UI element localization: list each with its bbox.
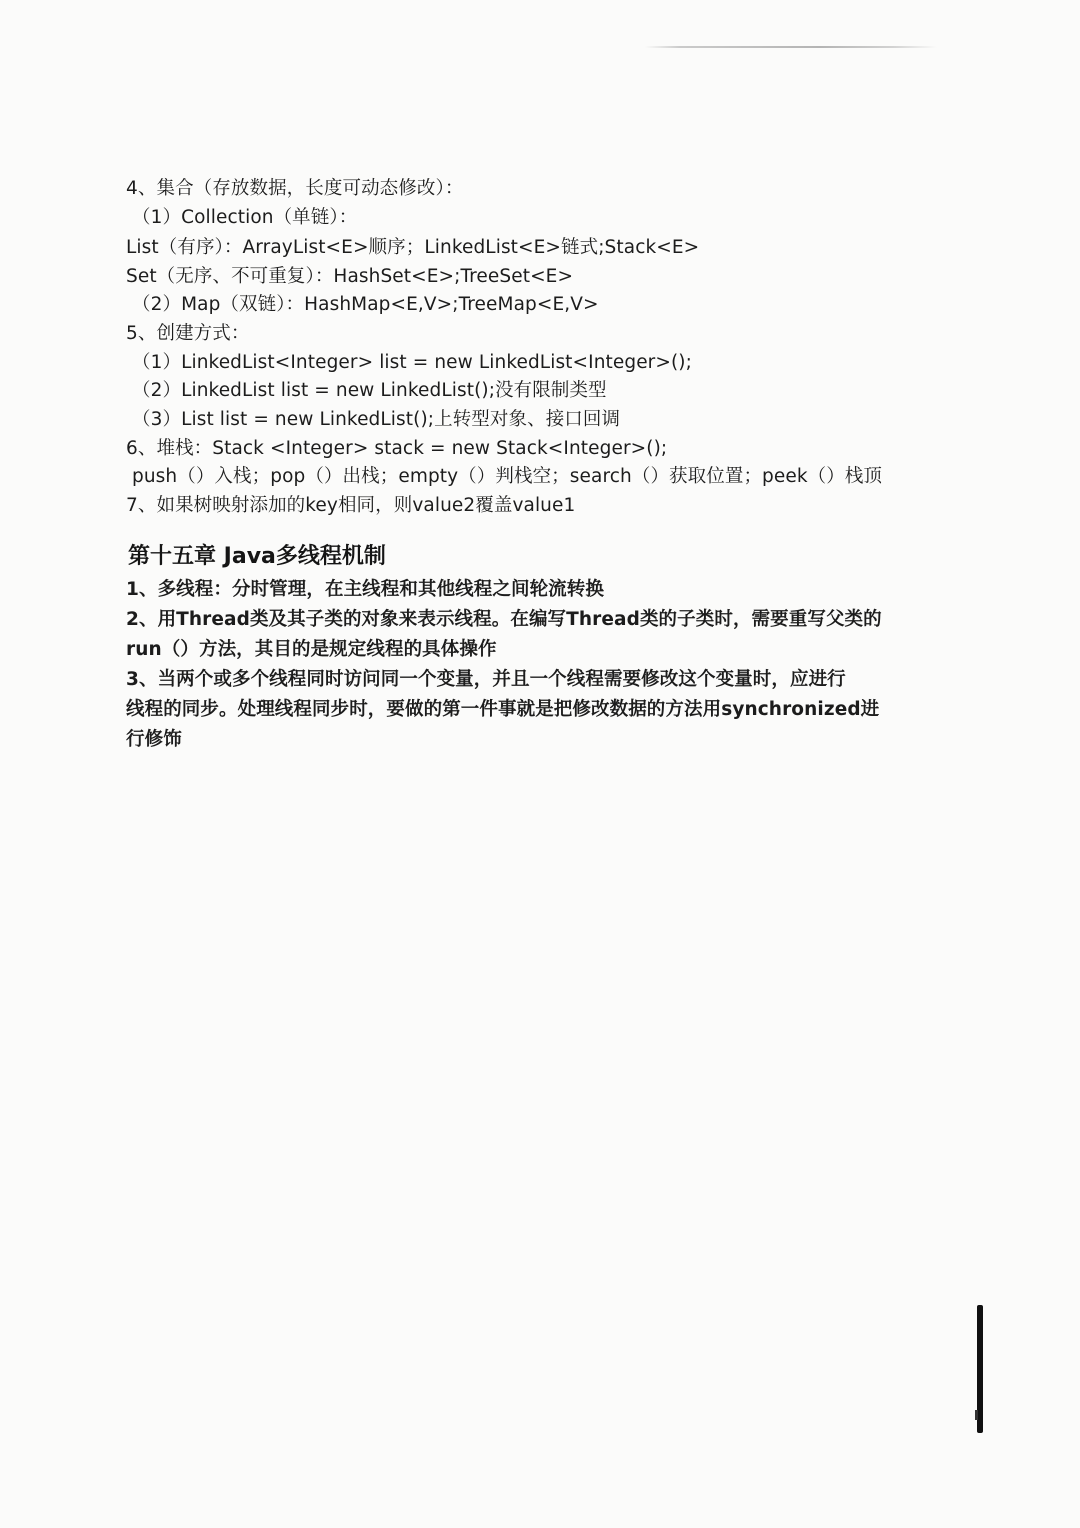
chapter15-paragraph3-line2: 线程的同步。处理线程同步时，要做的第一件事就是把修改数据的方法用synchronized进 bbox=[126, 699, 880, 720]
section5-title: 5、创建方式： bbox=[126, 323, 250, 344]
section5-item3: （3）List list = new LinkedList();上转型对象、接口回调 bbox=[132, 409, 621, 430]
section4-set: Set（无序、不可重复）：HashSet<E>;TreeSet<E> bbox=[126, 266, 574, 287]
section4-map: （2）Map（双链）：HashMap<E,V>;TreeMap<E,V> bbox=[132, 294, 599, 315]
chapter15-paragraph3-line1: 3、当两个或多个线程同时访问同一个变量，并且一个线程需要修改这个变量时，应进行 bbox=[126, 669, 846, 690]
section5-item1: （1）LinkedList<Integer> list = new LinkedList<Integer>(); bbox=[132, 352, 692, 373]
section4-title: 4、集合（存放数据，长度可动态修改）： bbox=[126, 178, 464, 199]
section6-methods: push（）入栈；pop（）出栈；empty（）判栈空；search（）获取位置；peek（）栈顶 bbox=[132, 466, 883, 487]
section5-item2: （2）LinkedList list = new LinkedList();没有限制类型 bbox=[132, 380, 607, 401]
section6-title: 6、堆栈：Stack <Integer> stack = new Stack<Integer>(); bbox=[126, 438, 668, 459]
chapter15-paragraph2-line2: run（）方法，其目的是规定线程的具体操作 bbox=[126, 639, 497, 660]
chapter15-paragraph1: 1、多线程：分时管理，在主线程和其他线程之间轮流转换 bbox=[126, 579, 604, 600]
section4-list: List（有序）：ArrayList<E>顺序；LinkedList<E>链式;Stack<E> bbox=[126, 237, 700, 258]
chapter15-heading: 第十五章 Java多线程机制 bbox=[128, 544, 386, 569]
section4-collection: （1）Collection（单链）： bbox=[132, 207, 358, 228]
scan-artifact-line bbox=[645, 46, 937, 48]
section7-text: 7、如果树映射添加的key相同，则value2覆盖value1 bbox=[126, 495, 576, 516]
chapter15-paragraph2-line1: 2、用Thread类及其子类的对象来表示线程。在编写Thread类的子类时，需要重写父类的 bbox=[126, 609, 882, 630]
chapter15-paragraph3-line3: 行修饰 bbox=[126, 729, 182, 750]
binding-edge-notch bbox=[975, 1410, 978, 1420]
